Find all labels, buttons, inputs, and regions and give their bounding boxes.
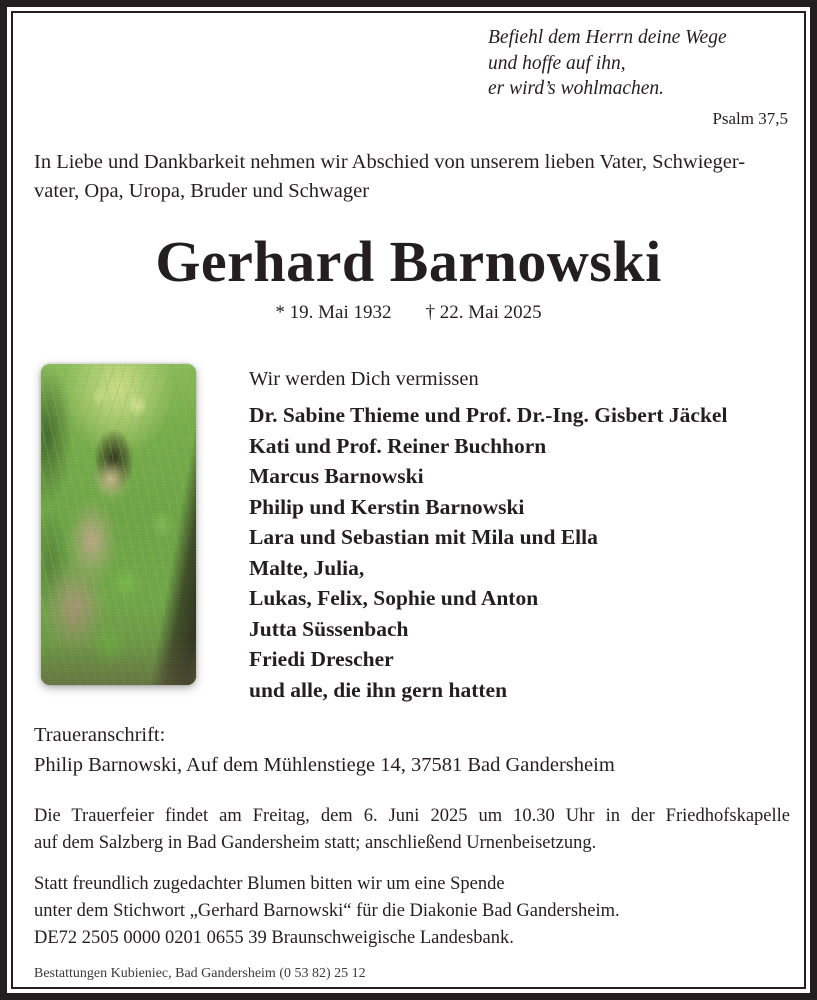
family-member: Lara und Sebastian mit Mila und Ella	[249, 525, 598, 549]
family-member: Kati und Prof. Reiner Buchhorn	[249, 433, 547, 458]
family-heading: Wir werden Dich vermissen	[249, 368, 479, 390]
donation-details	[34, 871, 790, 952]
epigraph-block	[488, 25, 788, 129]
intro-line-1: In Liebe und Dankbarkeit nehmen wir Abschied von unserem lieben Vater, Schwieger-	[34, 151, 746, 173]
life-dates	[13, 302, 804, 324]
family-member: Jutta Süssenbach	[249, 616, 409, 641]
epigraph-source: Psalm 37,5	[712, 108, 788, 128]
donation-iban: DE72 2505 0000 0201 0655 39 Braunschweigische Landesbank.	[34, 928, 514, 948]
deceased-block	[13, 231, 804, 324]
family-member: Friedi Drescher	[249, 647, 394, 671]
forest-path-photo	[41, 364, 196, 685]
intro-text	[34, 148, 786, 206]
notice-content	[13, 13, 804, 987]
family-member: Malte, Julia,	[249, 555, 365, 580]
epigraph-line-1: Befiehl dem Herrn deine Wege	[488, 27, 727, 48]
family-member: Marcus Barnowski	[249, 464, 424, 488]
donation-line-1: Statt freundlich zugedachter Blumen bitten wir um eine Spende	[34, 874, 505, 894]
family-member: Philip und Kerstin Barnowski	[249, 494, 525, 519]
mourning-address	[34, 720, 786, 780]
death-date: † 22. Mai 2025	[425, 302, 542, 323]
family-member: Dr. Sabine Thieme und Prof. Dr.-Ing. Gisbert Jäckel	[249, 403, 728, 427]
family-member: und alle, die ihn gern hatten	[249, 677, 508, 702]
donation-line-2: unter dem Stichwort „Gerhard Barnowski“ für die Diakonie Bad Gandersheim.	[34, 901, 620, 921]
epigraph-line-3: er wird’s wohlmachen.	[488, 78, 665, 99]
family-list	[249, 365, 805, 705]
family-member: Lukas, Felix, Sophie und Anton	[249, 586, 539, 610]
deceased-name: Gerhard Barnowski	[155, 229, 662, 294]
funeral-home-credit: Bestattungen Kubieniec, Bad Gandersheim (0 53 82) 25 12	[34, 966, 366, 981]
ceremony-details	[34, 803, 790, 857]
mourning-address-label: Traueranschrift:	[34, 724, 166, 746]
photo-grain-layer	[41, 364, 196, 685]
birth-date: * 19. Mai 1932	[275, 302, 392, 323]
epigraph-line-2: und hoffe auf ihn,	[488, 52, 626, 74]
ceremony-line-1: Die Trauerfeier findet am Freitag, dem 6. Juni 2025 um 10.30 Uhr in der Friedhofskapelle	[34, 806, 790, 826]
ceremony-line-2: auf dem Salzberg in Bad Gandersheim statt; anschließend Urnenbeisetzung.	[34, 833, 597, 853]
memorial-photo-frame	[33, 353, 201, 695]
mourning-address-value: Philip Barnowski, Auf dem Mühlenstiege 14, 37581 Bad Gandersheim	[34, 754, 615, 776]
intro-line-2: vater, Opa, Uropa, Bruder und Schwager	[34, 180, 370, 202]
